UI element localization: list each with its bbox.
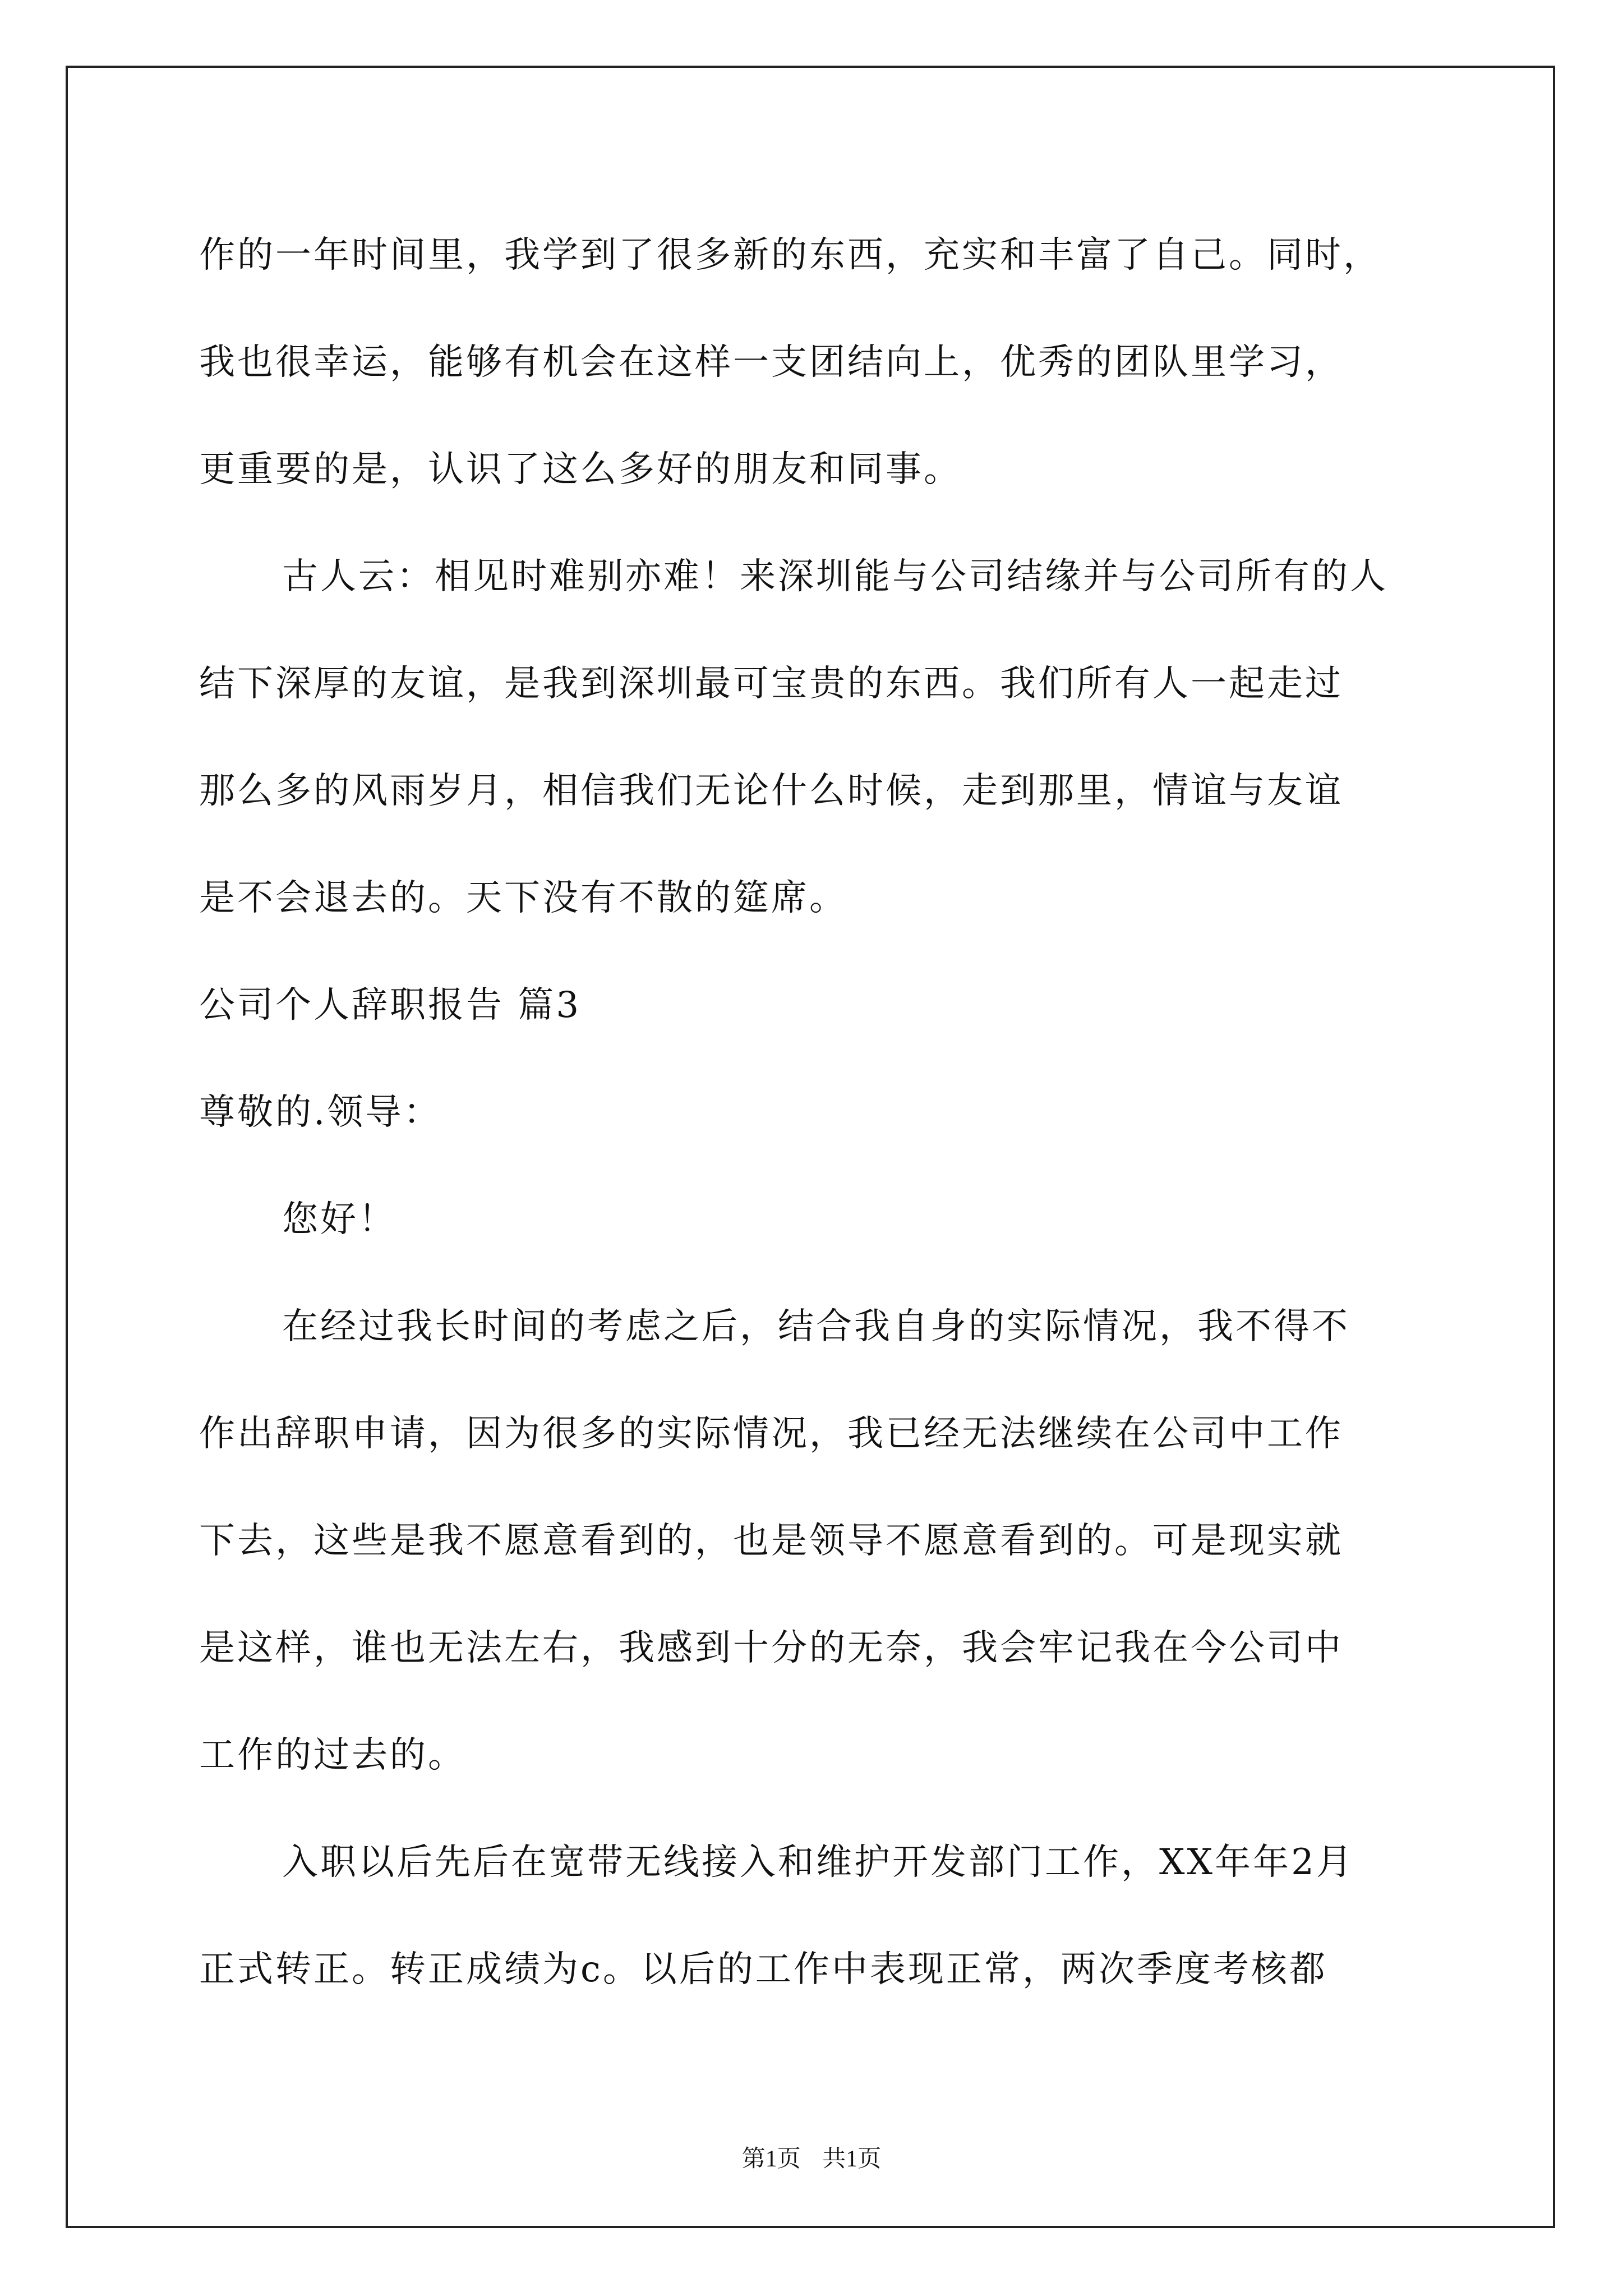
text-line: 在经过我长时间的考虑之后，结合我自身的实际情况，我不得不 [282,1306,1350,1347]
text-line: 是这样，谁也无法左右，我感到十分的无奈，我会牢记我在今公司中 [199,1627,1343,1669]
greeting: 您好！ [282,1199,396,1240]
text-line: 作出辞职申请，因为很多的实际情况，我已经无法继续在公司中工作 [199,1413,1343,1455]
page-number: 第1页 [741,2146,801,2172]
salutation: 尊敬的.领导： [199,1092,442,1133]
text-line: 作的一年时间里，我学到了很多新的东西，充实和丰富了自己。同时， [199,234,1381,276]
text-line: 那么多的风雨岁月，相信我们无论什么时候，走到那里，情谊与友谊 [199,770,1343,812]
text-line: 正式转正。转正成绩为c。以后的工作中表现正常，两次季度考核都 [199,1949,1327,1990]
page-footer [0,2140,1623,2174]
text-line: 古人云：相见时难别亦难！来深圳能与公司结缘并与公司所有的人 [282,556,1388,597]
text-line: 下去，这些是我不愿意看到的，也是领导不愿意看到的。可是现实就 [199,1520,1343,1562]
page-total: 共1页 [822,2146,882,2172]
text-line: 是不会退去的。天下没有不散的筵席。 [199,877,847,919]
document-body [199,202,1433,2023]
text-line: 更重要的是，认识了这么多好的朋友和同事。 [199,449,962,490]
section-heading: 公司个人辞职报告 篇3 [199,984,582,1026]
text-line: 我也很幸运，能够有机会在这样一支团结向上，优秀的团队里学习， [199,342,1343,383]
text-line: 入职以后先后在宽带无线接入和维护开发部门工作，XX年年2月 [282,1842,1354,1883]
text-line: 工作的过去的。 [199,1734,466,1776]
text-line: 结下深厚的友谊，是我到深圳最可宝贵的东西。我们所有人一起走过 [199,663,1343,705]
